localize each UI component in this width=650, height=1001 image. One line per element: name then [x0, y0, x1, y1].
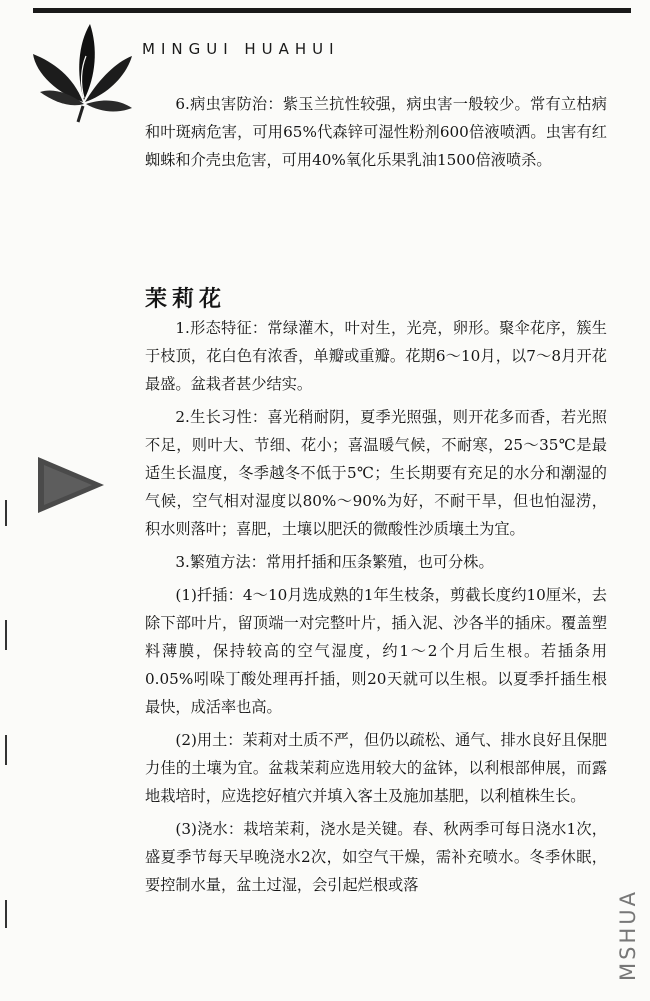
watermark: MSHUA [616, 889, 640, 981]
section-title: 茉莉花 [145, 286, 227, 312]
page-edge-marker-icon [36, 455, 106, 515]
top-rule [33, 8, 631, 13]
scan-mark [5, 900, 7, 928]
scan-mark [5, 500, 7, 526]
paragraph-habits: 2.生长习性：喜光稍耐阴，夏季光照强，则开花多而香，若光照不足，则叶大、节细、花小；喜温暖气候，不耐寒，25～35℃是最适生长温度，冬季越冬不低于5℃；生长期要有充足的水分和潮湿的气候，空气相对湿度以80%～90%为好，不耐干旱，但也怕湿涝，积水则落叶；喜肥，土壤以肥沃的微酸性沙质壤土为宜。 [145, 408, 607, 538]
scan-mark [5, 620, 7, 650]
paragraph-morphology: 1.形态特征：常绿灌木，叶对生，光亮，卵形。聚伞花序，簇生于枝顶，花白色有浓香，单瓣或重瓣。花期6～10月，以7～8月开花最盛。盆栽者甚少结实。 [145, 319, 607, 393]
paragraph-soil: (2)用土：茉莉对土质不严，但仍以疏松、通气、排水良好且保肥力佳的土壤为宜。盆栽茉莉应选用较大的盆钵，以利根部伸展，而露地栽培时，应选挖好植穴并填入客土及施加基肥，以利植株生长。 [145, 731, 607, 805]
paragraph-cutting: (1)扦插：4～10月选成熟的1年生枝条，剪截长度约10厘米，去除下部叶片，留顶端一对完整叶片，插入泥、沙各半的插床。覆盖塑料薄膜，保持较高的空气湿度，约1～2个月后生根。若插条用0.05%吲哚丁酸处理再扦插，则20天就可以生根。以夏季扦插生根最快，成活率也高。 [145, 586, 607, 716]
running-header: MINGUI HUAHUI [142, 40, 340, 58]
paragraph-watering: (3)浇水：栽培茉莉，浇水是关键。春、秋两季可每日浇水1次，盛夏季节每天早晚浇水2次，如空气干燥，需补充喷水。冬季休眠，要控制水量，盆土过湿，会引起烂根或落 [145, 820, 607, 894]
magnolia-flower-icon [28, 14, 138, 124]
paragraph-propagation: 3.繁殖方法：常用扦插和压条繁殖，也可分株。 [175, 553, 494, 571]
paragraph-pest-control: 6.病虫害防治：紫玉兰抗性较强，病虫害一般较少。常有立枯病和叶斑病危害，可用65%代森锌可湿性粉剂600倍液喷洒。虫害有红蜘蛛和介壳虫危害，可用40%氧化乐果乳油1500倍液喷杀。 [145, 95, 607, 169]
scan-mark [5, 735, 7, 765]
